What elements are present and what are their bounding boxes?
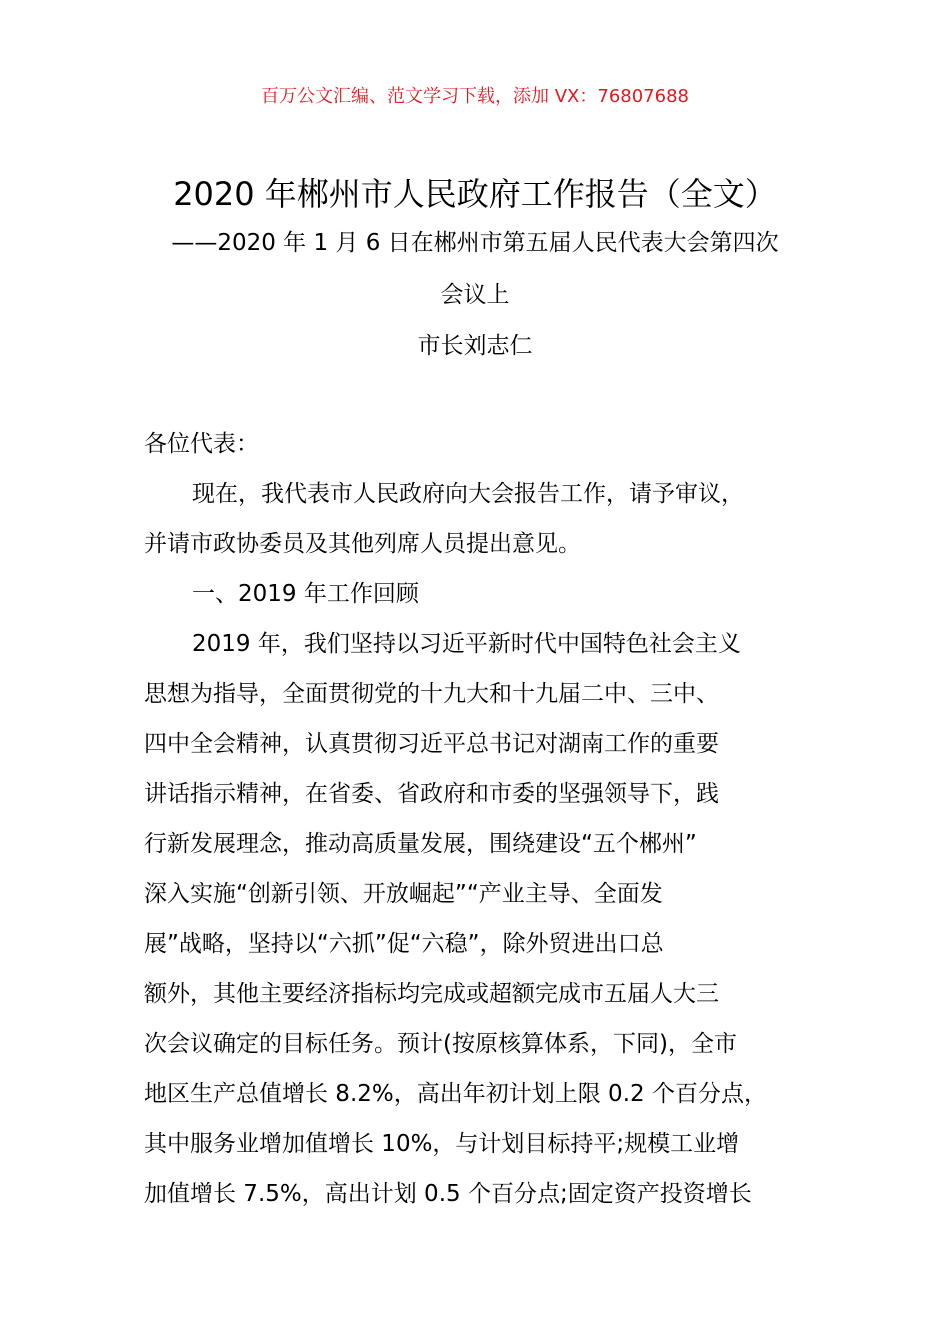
document-subtitle-continued: 会议上 xyxy=(440,282,510,308)
paragraph-line: 加值增长 7.5%，高出计划 0.5 个百分点;固定资产投资增长 xyxy=(144,1181,752,1207)
greeting: 各位代表： xyxy=(144,431,259,457)
paragraph-line: 思想为指导，全面贯彻党的十九大和十九届二中、三中、 xyxy=(144,681,719,707)
paragraph-line: 2019 年，我们坚持以习近平新时代中国特色社会主义 xyxy=(192,631,741,657)
document-body xyxy=(144,419,814,1219)
paragraph-line: 现在，我代表市人民政府向大会报告工作，请予审议， xyxy=(192,481,744,507)
document-title: 2020 年郴州市人民政府工作报告（全文） xyxy=(173,175,777,213)
paragraph-line: 深入实施“创新引领、开放崛起”“产业主导、全面发 xyxy=(144,881,663,907)
document-subtitle: ——2020 年 1 月 6 日在郴州市第五届人民代表大会第四次 xyxy=(171,230,779,256)
paragraph-line: 其中服务业增加值增长 10%，与计划目标持平;规模工业增 xyxy=(144,1131,740,1157)
section-heading: 一、2019 年工作回顾 xyxy=(192,581,419,607)
paragraph-line: 并请市政协委员及其他列席人员提出意见。 xyxy=(144,531,581,557)
paragraph-line: 地区生产总值增长 8.2%，高出年初计划上限 0.2 个百分点， xyxy=(144,1081,767,1107)
paragraph-line: 展”战略，坚持以“六抓”促“六稳”，除外贸进出口总 xyxy=(144,931,664,957)
paragraph-line: 讲话指示精神，在省委、省政府和市委的坚强领导下，践 xyxy=(144,781,719,807)
paragraph-line: 次会议确定的目标任务。预计(按原核算体系，下同)，全市 xyxy=(144,1031,737,1057)
paragraph-line: 四中全会精神，认真贯彻习近平总书记对湖南工作的重要 xyxy=(144,731,719,757)
header-note: 百万公文汇编、范文学习下载，添加 VX：76807688 xyxy=(261,86,689,107)
document-author: 市长刘志仁 xyxy=(417,333,533,359)
paragraph-line: 行新发展理念，推动高质量发展，围绕建设“五个郴州” xyxy=(144,831,697,857)
paragraph-line: 额外，其他主要经济指标均完成或超额完成市五届人大三 xyxy=(144,981,719,1007)
